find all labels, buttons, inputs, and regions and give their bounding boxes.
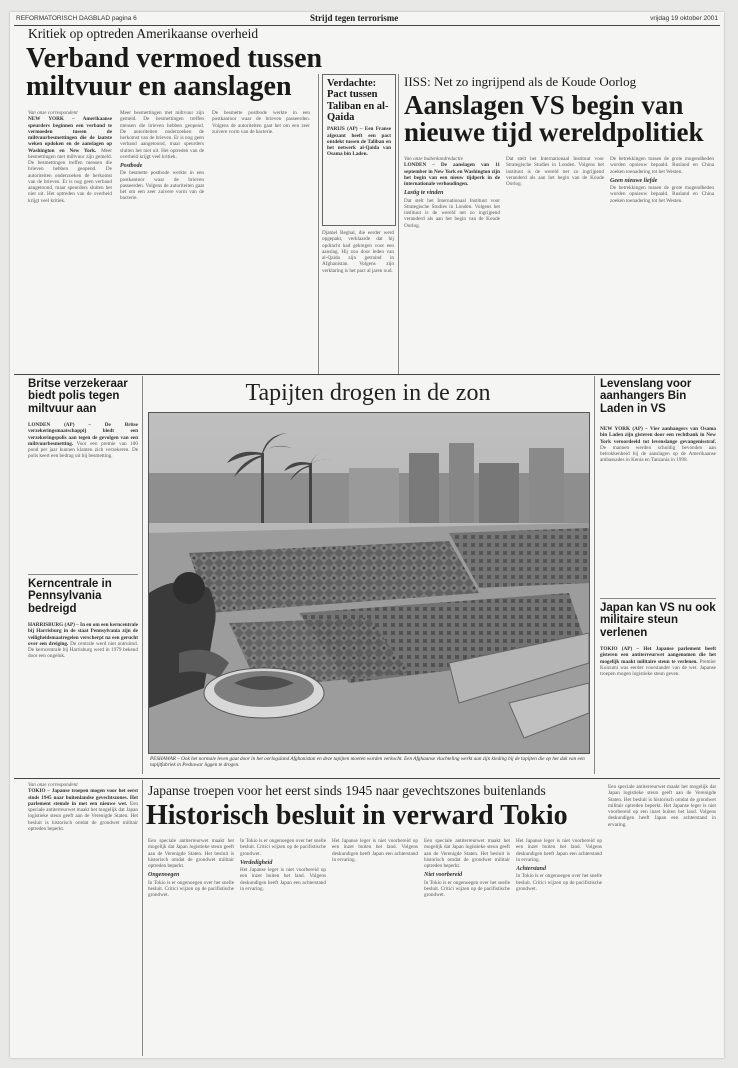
article3-lead: LONDEN – De aanslagen van 11 september in New York en Washington zijn het begin van een nieuw tijdperk in de internationale verhoudingen. — [404, 162, 500, 187]
article4-body2-b: In Tokio is er ongenoegen over het snelle besluit. Critici wijzen op de pacifistische grondwet. — [240, 838, 326, 857]
article1-column-3 — [212, 110, 310, 370]
article4-byline: Van onze correspondent — [28, 782, 78, 788]
article3-subhead-2: Geen nieuwe liefde — [610, 177, 658, 184]
sidebar-left-2-headline: Kerncentrale in Pennsylvania bedreigd — [28, 578, 112, 615]
article4-subhead-2: Verdedigheid — [240, 859, 273, 866]
article1-headline: Verband vermoed tussen miltvuur en aanslagen — [26, 43, 323, 102]
sidebar-right-1-text — [600, 426, 716, 596]
article2-headline: Verdachte: Pact tussen Taliban en al-Qaida — [327, 78, 389, 123]
section-rule — [14, 374, 720, 375]
header-date: vrijdag 19 oktober 2001 — [650, 15, 718, 22]
article1-body-b: Meer besmettingen met miltvuur zijn gemeld. De besmettingen treffen mensen die brieven hebben geopend. De autoriteiten onderzoeken de herkomst van de brieven. Er is nog geen verband aangetoond, maar speurders sluiten het niet uit. Het optreden van de overheid krijgt veel kritiek. — [120, 110, 204, 160]
article3-body2-a: De betrekkingen tussen de grote mogendheden worden opnieuw bepaald. Rusland en China zoeken toenadering tot het Westen. — [610, 156, 714, 175]
article4-column-2 — [148, 838, 234, 1052]
article1-body2-b: De besmette postbode werkte in een postkantoor waar de brieven passeerden. Volgens de autoriteiten gaat het om een zeer zuivere vorm van de bacterie. — [212, 110, 310, 135]
sidebar-left-1-lead: LONDEN (AP) – De Britse verzekeringsmaatschappij biedt een verzekeringspolis aan tegen de gevolgen van een miltvuurbesmetting. — [28, 422, 138, 447]
article3-headline: Aanslagen VS begin van nieuwe tijd wereldpolitiek — [404, 90, 704, 147]
article1-subhead: Postbode — [120, 163, 143, 169]
article4-lead: TOKIO – Japanse troepen mogen voor het eerst sinds 1945 naar buitenlandse gevechtszones. Het parlement stemde in met een nieuwe wet. — [28, 788, 138, 807]
article4-body2: In Tokio is er ongenoegen over het snelle besluit. Critici wijzen op de pacifistische grondwet. — [148, 879, 234, 898]
sidebar-right-2-headline: Japan kan VS nu ook militaire steun verlenen — [600, 602, 716, 639]
article4-column-5 — [424, 838, 510, 1052]
article2-box — [322, 74, 396, 226]
article4-kicker: Japanse troepen voor het eerst sinds 1945 naar gevechtszones buitenlands — [148, 783, 546, 798]
article3-byline: Van onze buitenlandredactie — [404, 156, 463, 162]
sidebar-rule — [28, 574, 138, 575]
section-rule — [14, 778, 720, 779]
article1-body2: De besmette postbode werkte in een postkantoor waar de brieven passeerden. Volgens de autoriteiten gaat het om een zeer zuivere vorm van de bacterie. — [120, 170, 204, 202]
article3-column-1 — [404, 156, 500, 370]
article4-body3: Het Japanse leger is niet voorbereid op een inzet buiten het land. Volgens deskundigen heeft Japan een achterstand in ervaring. — [240, 867, 326, 892]
article4-body3-c: Het Japanse leger is niet voorbereid op een inzet buiten het land. Volgens deskundigen heeft Japan een achterstand in ervaring. — [516, 838, 602, 863]
article4-body-d: Een speciale antiterreurwet maakt het mogelijk dat Japan logistieke steun geeft aan de Verenigde Staten. Het besluit is historisch omdat de grondwet militair optreden beperkt. — [608, 784, 716, 809]
article2-lead: PARIJS (AP) – Een Franse afgezant heeft een pact ontdekt tussen de Taliban en het netwerk al-Qaida van Osama bin Laden. — [327, 126, 391, 158]
article4-body3-b: Het Japanse leger is niet voorbereid op een inzet buiten het land. Volgens deskundigen heeft Japan een achterstand in ervaring. — [332, 838, 418, 863]
article4-column-4 — [332, 838, 418, 1052]
sidebar-right-2-text — [600, 646, 716, 772]
sidebar-left-1-headline: Britse verzekeraar biedt polis tegen miltvuur aan — [28, 378, 128, 415]
newspaper-page — [10, 12, 724, 1058]
article4-subhead-4: Achterstand — [516, 866, 547, 872]
sidebar-left-2-body: De centrale werd niet ontruimd. De kerncentrale bij Harrisburg werd in 1979 bekend door een ongeluk. — [28, 640, 138, 660]
sidebar-left-1-body: Voor een premie van 100 pond per jaar kunnen klanten zich verzekeren. De polis keert een bedrag uit bij besmetting. — [28, 440, 138, 460]
sidebar-right-1-body: De mannen werden schuldig bevonden aan betrokkenheid bij de aanslagen op de Amerikaanse ambassades in Kenia en Tanzania in 1998. — [600, 444, 716, 464]
column-rule — [594, 376, 595, 774]
sidebar-left-1-text — [28, 422, 138, 572]
article4-subhead-1: Ongenoegen — [148, 872, 180, 879]
article3-kicker: IISS: Net zo ingrijpend als de Koude Oorlog — [404, 74, 637, 89]
article4-column-3 — [240, 838, 326, 1052]
article4-body2-d: In Tokio is er ongenoegen over het snelle besluit. Critici wijzen op de pacifistische grondwet. — [516, 873, 602, 892]
column-rule — [318, 74, 319, 374]
article1-byline: Van onze correspondent — [28, 110, 78, 116]
article1-column-2 — [120, 110, 204, 370]
article4-body2-c: In Tokio is er ongenoegen over het snelle besluit. Critici wijzen op de pacifistische grondwet. — [424, 879, 510, 898]
column-rule — [398, 74, 399, 374]
sidebar-left-2-text — [28, 622, 138, 772]
article4-body3-d: Het Japanse leger is niet voorbereid op een inzet buiten het land. Volgens deskundigen heeft Japan een achterstand in ervaring. — [608, 802, 716, 828]
photo-carpets-drying — [148, 412, 590, 754]
sidebar-left-2-lead: HARRISBURG (AP) – In en om een kerncentrale bij Harrisburg in de staat Pennsylvania zijn de veiligheidsmaatregelen verscherpt na een gerucht over een dreiging. — [28, 622, 138, 647]
article3-body: Dat stelt het Internationaal Instituut voor Strategische Studies in Londen. Volgens het instituut is de wereld net zo ingrijpend veranderd als aan het begin van de Koude Oorlog. — [404, 197, 500, 229]
article3-body-b: Dat stelt het Internationaal Instituut voor Strategische Studies in Londen. Volgens het instituut is de wereld net zo ingrijpend veranderd als aan het begin van de Koude Oorlog. — [506, 156, 604, 187]
sidebar-right-2-body: Premier Koizumi was eerder voorstander van de wet. Japanse troepen mogen logistieke steun geven. — [600, 658, 716, 677]
column-rule — [142, 376, 143, 774]
article2-body: Djamel Beghal, die eerder werd opgepakt, verklaarde dat hij opdracht had gekregen voor een aanslag. Hij zou door leden van al-Qaida zijn getraind in Afghanistan. Volgens zijn verklaring is het pact al jaren oud. — [322, 230, 394, 274]
article4-column-1 — [28, 782, 138, 1052]
sidebar-right-1-headline: Levenslang voor aanhangers Bin Laden in VS — [600, 378, 692, 415]
sidebar-right-1-lead: NEW YORK (AP) – Vier aanhangers van Osama bin Laden zijn gisteren door een rechtbank in New York veroordeeld tot levenslange gevangenisstraf. — [600, 426, 716, 445]
article3-subhead-1: Lastig te vinden — [404, 190, 444, 197]
article3-column-3 — [610, 156, 714, 370]
article4-body-c: Een speciale antiterreurwet maakt het mogelijk dat Japan logistieke steun geeft aan de Verenigde Staten. Het besluit is historisch omdat de grondwet militair optreden beperkt. — [424, 838, 510, 869]
article4-column-6 — [516, 838, 602, 1052]
article4-body: Een speciale antiterreurwet maakt het mogelijk dat Japan logistieke steun geeft aan de Verenigde Staten. Het besluit is historisch omdat de grondwet militair optreden beperkt. — [28, 800, 138, 832]
article4-headline: Historisch besluit in verward Tokio — [146, 800, 568, 831]
article1-kicker: Kritiek op optreden Amerikaanse overheid — [28, 26, 259, 41]
article3-body2: De betrekkingen tussen de grote mogendheden worden opnieuw bepaald. Rusland en China zoeken toenadering tot het Westen. — [610, 185, 714, 204]
article1-body: Meer besmettingen met miltvuur zijn gemeld. De besmettingen treffen mensen die brieven hebben geopend. De autoriteiten onderzoeken de herkomst van de brieven. Er is nog geen verband aangetoond, maar speurders sluiten het niet uit. Het optreden van de overheid krijgt veel kritiek. — [28, 147, 112, 204]
article4-column-7 — [608, 784, 716, 1052]
column-rule — [142, 780, 143, 1056]
article4-subhead-3: Niet voorbereid — [424, 872, 463, 879]
photo-headline: Tapijten drogen in de zon — [245, 380, 491, 406]
article3-column-2 — [506, 156, 604, 370]
photo-caption: PESHAWAR – Ook het normale leven gaat door in het oorlogsland Afghanistan en deze tapijten moeten worden verkocht. Een Afghaanse vluchteling werkt aan zijn kleding bij de tapijten die op het dak van een tapijtfabriek in Peshawar liggen te drogen. — [150, 756, 585, 768]
article1-lead: NEW YORK – Amerikaanse speurders beginnen een verband te vermoeden tussen de miltvuurbesmettingen die de laatste weken opdoken en de aanslagen op Washington en New York. — [28, 116, 112, 154]
sidebar-right-2-lead: TOKIO (AP) – Het Japanse parlement heeft gisteren een antiterreurwet aangenomen die het mogelijk maakt militaire steun te verlenen. — [600, 646, 716, 665]
article1-column-1 — [28, 110, 112, 370]
sidebar-rule — [600, 598, 716, 599]
header-section: Strijd tegen terrorisme — [310, 13, 399, 23]
article2-lead-text — [327, 126, 391, 214]
header-paper-page: REFORMATORISCH DAGBLAD pagina 6 — [16, 15, 137, 22]
article4-body-b: Een speciale antiterreurwet maakt het mogelijk dat Japan logistieke steun geeft aan de Verenigde Staten. Het besluit is historisch omdat de grondwet militair optreden beperkt. — [148, 838, 234, 869]
